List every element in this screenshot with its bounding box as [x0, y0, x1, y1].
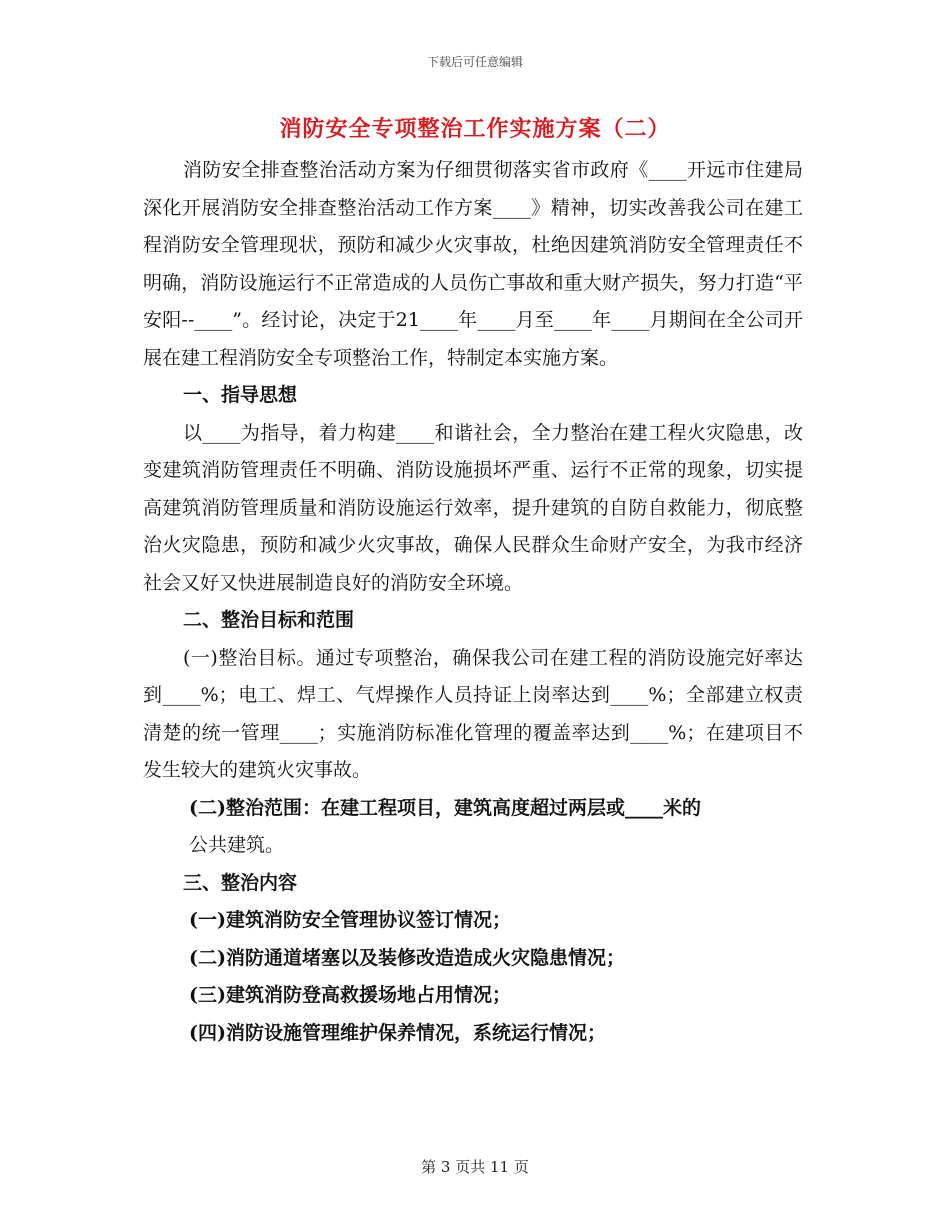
page-number: 第 3 页共 11 页	[421, 1158, 529, 1176]
section-3-item: (一)建筑消防安全管理协议签订情况；	[189, 909, 511, 931]
section-2-scope: (二)整治范围：在建工程项目，建筑高度超过两层或____米的	[189, 796, 701, 819]
section-2-scope-cont: 公共建筑。	[189, 834, 285, 856]
header-note: 下载后可任意编辑	[426, 55, 523, 69]
section-1-heading: 一、指导思想	[183, 384, 298, 406]
document-title: 消防安全专项整治工作实施方案（二）	[279, 116, 671, 142]
section-3-item: (三)建筑消防登高救援场地占用情况；	[189, 984, 511, 1006]
section-3-item: (二)消防通道堵塞以及装修改造造成火灾隐患情况；	[189, 946, 625, 969]
intro-paragraph: 消防安全排查整治活动方案为仔细贯彻落实省市政府《____开远市住建局深化开展消防安全排查整治活动工作方案____》精神，切实改善我公司在建工程消防安全管理现状，预防和减少火灾事故，杜绝因建筑消防安全管理责任不明确，消防设施运行不正常造成的人员伤亡事故和重大财产损失，努力打造“平安阳--____”。经讨论，决定于21____年____月至____年____月期间在全公司开展在建工程消防安全专项整治工作，特制定本实施方案。	[143, 159, 803, 369]
section-2-target: (一)整治目标。通过专项整治，确保我公司在建工程的消防设施完好率达到____%；电工、焊工、气焊操作人员持证上岗率达到____%；全部建立权责清楚的统一管理____；实施消防标准化管理的覆盖率达到____%；在建项目不发生较大的建筑火灾事故。	[143, 646, 803, 781]
document-body	[143, 152, 803, 1052]
section-1-body: 以____为指导，着力构建____和谐社会，全力整治在建工程火灾隐患，改变建筑消防管理责任不明确、消防设施损坏严重、运行不正常的现象，切实提高建筑消防管理质量和消防设施运行效率，提升建筑的自防自救能力，彻底整治火灾隐患，预防和减少火灾事故，确保人民群众生命财产安全，为我市经济社会又好又快进展制造良好的消防安全环境。	[143, 421, 803, 594]
section-2-heading: 二、整治目标和范围	[183, 609, 355, 631]
section-3-item: (四)消防设施管理维护保养情况，系统运行情况；	[189, 1021, 606, 1044]
section-3-heading: 三、整治内容	[183, 871, 298, 894]
